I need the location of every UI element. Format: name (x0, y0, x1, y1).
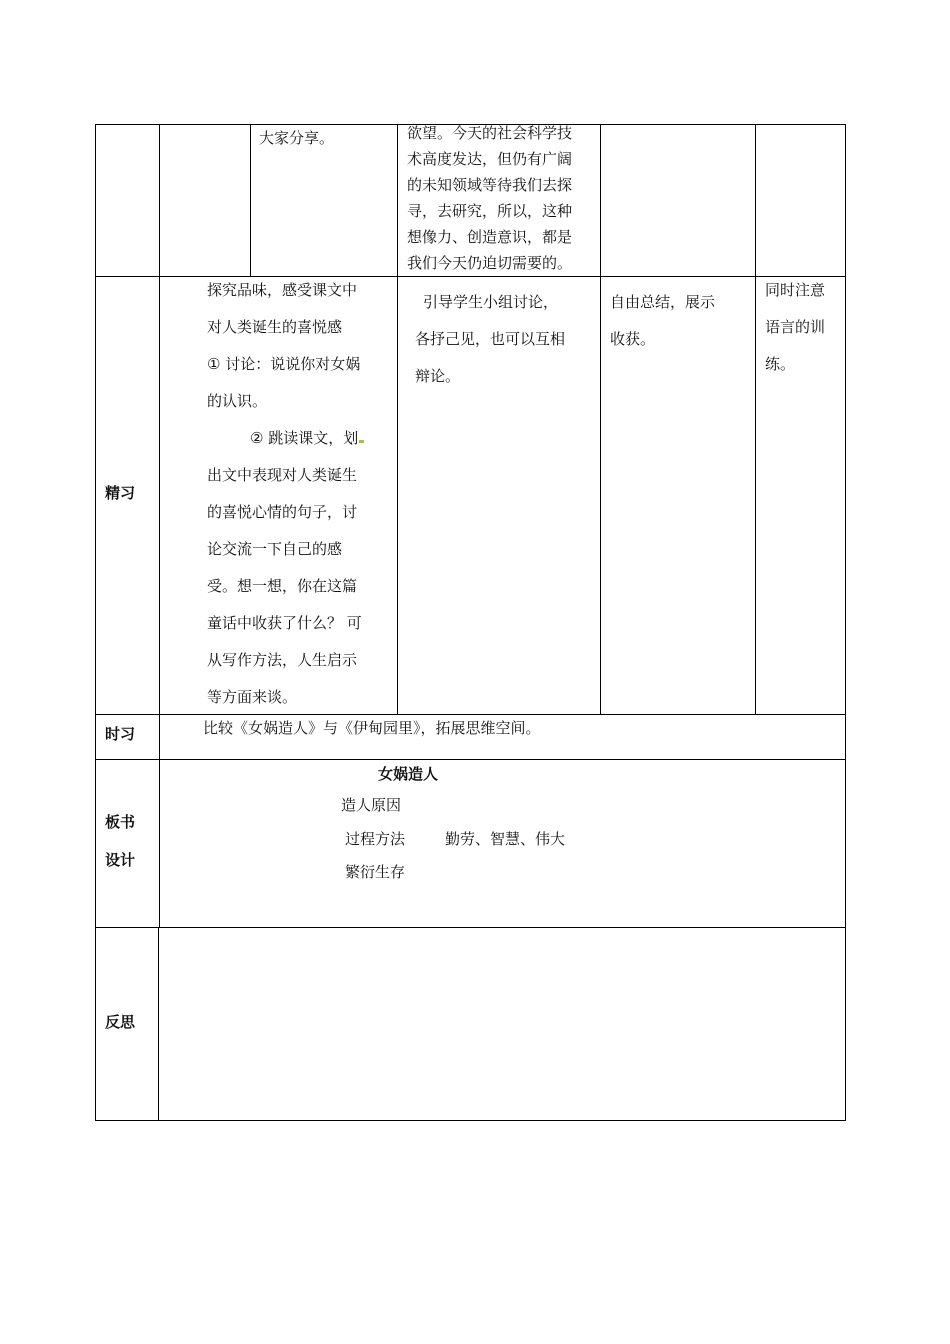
column-divider (250, 124, 251, 277)
jingxi-content-line: ① 讨论：说说你对女娲 (207, 355, 361, 373)
table-border-right (845, 124, 846, 1121)
table-border-bottom (95, 1120, 846, 1121)
jingxi-content-line: 出文中表现对人类诞生 (207, 466, 358, 484)
row-label-shixi: 时习 (105, 725, 136, 743)
label-column-divider (158, 927, 159, 1121)
top-row-col4-line: 想像力、创造意识，都是 (407, 228, 573, 246)
column-divider (397, 124, 398, 715)
board-title: 女娲造人 (378, 765, 439, 783)
jingxi-content-line: 从写作方法，人生启示 (207, 651, 358, 669)
jingxi-content-line: 对人类诞生的喜悦感 (207, 318, 343, 336)
jingxi-teacher-line: 各抒己见，也可以互相 (415, 330, 566, 348)
jingxi-teacher-line: 辩论。 (415, 367, 461, 385)
top-row-col4-line: 的未知领域等待我们去探 (407, 176, 573, 194)
top-row-col4-line: 寻，去研究，所以，这种 (407, 202, 573, 220)
jingxi-note-line: 同时注意 (765, 281, 826, 299)
jingxi-content-line: 论交流一下自己的感 (207, 540, 343, 558)
board-line-right: 勤劳、智慧、伟大 (445, 830, 566, 848)
column-divider (755, 124, 756, 715)
top-row-col4-line: 欲望。今天的社会科学技 (407, 124, 573, 142)
jingxi-student-line: 收获。 (610, 330, 656, 348)
jingxi-note-line: 语言的训 (765, 318, 826, 336)
row-label-fansi: 反思 (105, 1013, 136, 1031)
edit-mark-icon (359, 440, 364, 443)
board-line: 过程方法 (345, 830, 406, 848)
jingxi-content-line: 等方面来谈。 (207, 688, 298, 706)
row-label-jingxi: 精习 (105, 484, 136, 502)
row-divider (95, 927, 846, 928)
jingxi-content-line: 的认识。 (207, 392, 268, 410)
table-border-left (95, 124, 96, 1121)
label-column-divider (159, 124, 160, 928)
jingxi-student-line: 自由总结，展示 (610, 293, 716, 311)
board-line: 造人原因 (341, 796, 402, 814)
row-divider (95, 759, 846, 760)
row-label-banshu: 板书 (105, 813, 136, 831)
jingxi-content-line: 探究品味，感受课文中 (207, 281, 358, 299)
jingxi-note-line: 练。 (765, 355, 796, 373)
jingxi-content-line: 的喜悦心情的句子，讨 (207, 503, 358, 521)
jingxi-content-line-text: ② 跳读课文，划 (250, 429, 359, 447)
jingxi-teacher-line: 引导学生小组讨论， (423, 293, 559, 311)
jingxi-content-line: 童话中收获了什么？ 可 (207, 614, 362, 632)
top-row-col4-line: 术高度发达，但仍有广阔 (407, 150, 573, 168)
row-label-sheji: 设计 (105, 851, 136, 869)
jingxi-content-line-indented (250, 420, 364, 457)
top-row-col3-text: 大家分享。 (259, 129, 335, 147)
shixi-content: 比较《女娲造人》与《伊甸园里》，拓展思维空间。 (203, 719, 541, 737)
top-row-col4-line: 我们今天仍迫切需要的。 (407, 254, 573, 272)
column-divider (600, 124, 601, 715)
board-line: 繁衍生存 (345, 863, 406, 881)
jingxi-content-line: 受。想一想，你在这篇 (207, 577, 358, 595)
